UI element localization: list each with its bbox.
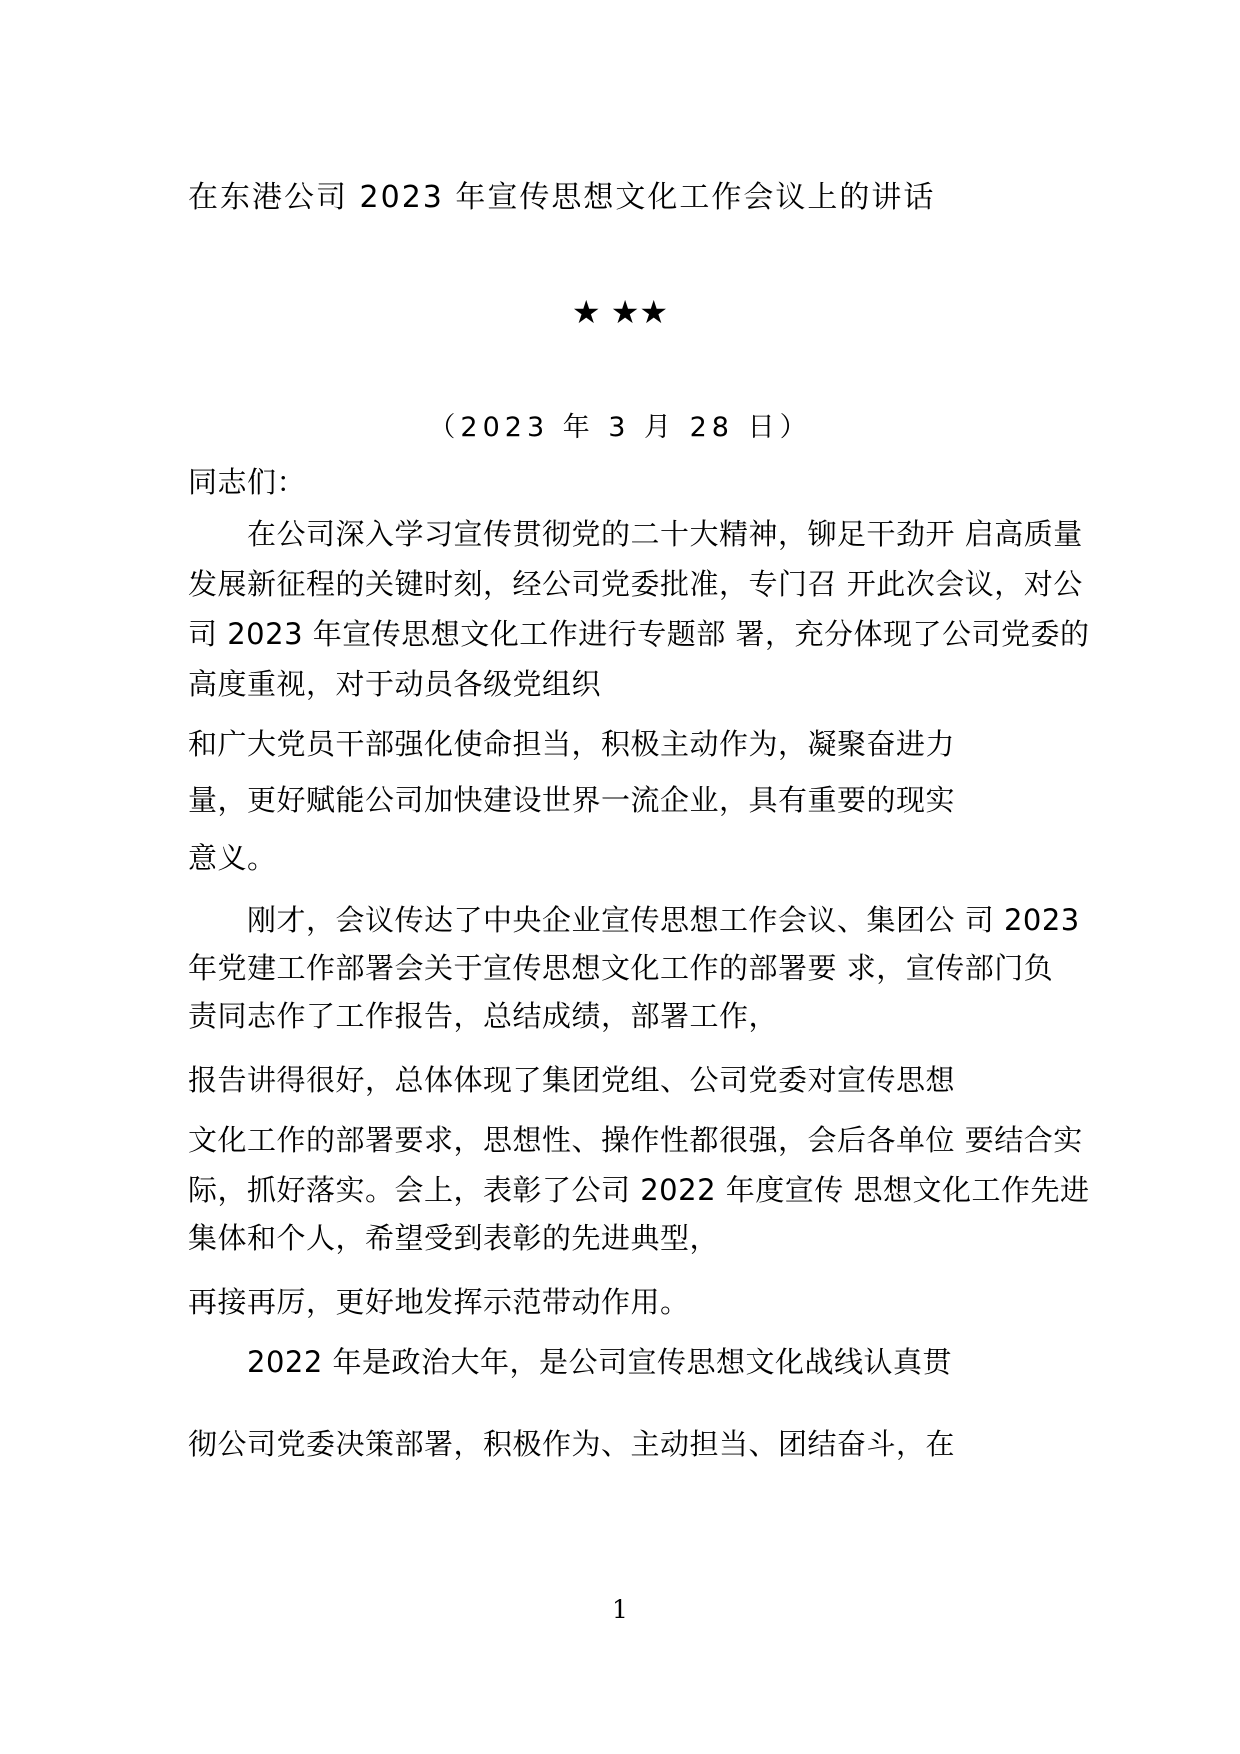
document-title: 在东港公司 2023 年宣传思想文化工作会议上的讲话 xyxy=(188,180,936,215)
body-line: 彻公司党委决策部署，积极作为、主动担当、团结奋斗，在 xyxy=(188,1427,956,1461)
body-line: 在公司深入学习宣传贯彻党的二十大精神，铆足干劲开 启高质量 xyxy=(188,517,1083,551)
body-line: 年党建工作部署会关于宣传思想文化工作的部署要 求，宣传部门负 xyxy=(188,951,1054,985)
body-line: 集体和个人，希望受到表彰的先进典型， xyxy=(188,1221,720,1255)
body-line: 高度重视，对于动员各级党组织 xyxy=(188,667,602,701)
body-line: 意义。 xyxy=(188,841,277,875)
body-line: 责同志作了工作报告，总结成绩，部署工作， xyxy=(188,999,779,1033)
body-line: 报告讲得很好，总体体现了集团党组、公司党委对宣传思想 xyxy=(188,1063,956,1097)
speech-date: （2023 年 3 月 28 日） xyxy=(428,412,812,443)
page-number: 1 xyxy=(612,1595,628,1624)
body-line: 文化工作的部署要求，思想性、操作性都很强，会后各单位 要结合实 xyxy=(188,1123,1083,1157)
body-line: 司 2023 年宣传思想文化工作进行专题部 署，充分体现了公司党委的 xyxy=(188,617,1090,651)
body-line: 再接再厉，更好地发挥示范带动作用。 xyxy=(188,1285,690,1319)
salutation: 同志们： xyxy=(188,465,307,499)
star-decoration: ★ ★★ xyxy=(571,293,669,331)
body-line: 刚才，会议传达了中央企业宣传思想工作会议、集团公 司 2023 xyxy=(188,903,1080,937)
body-line: 量，更好赋能公司加快建设世界一流企业，具有重要的现实 xyxy=(188,783,956,817)
body-line: 2022 年是政治大年，是公司宣传思想文化战线认真贯 xyxy=(188,1345,953,1379)
body-line: 和广大党员干部强化使命担当，积极主动作为，凝聚奋进力 xyxy=(188,727,956,761)
body-line: 发展新征程的关键时刻，经公司党委批准，专门召 开此次会议，对公 xyxy=(188,567,1083,601)
body-line: 际，抓好落实。会上，表彰了公司 2022 年度宣传 思想文化工作先进 xyxy=(188,1173,1090,1207)
